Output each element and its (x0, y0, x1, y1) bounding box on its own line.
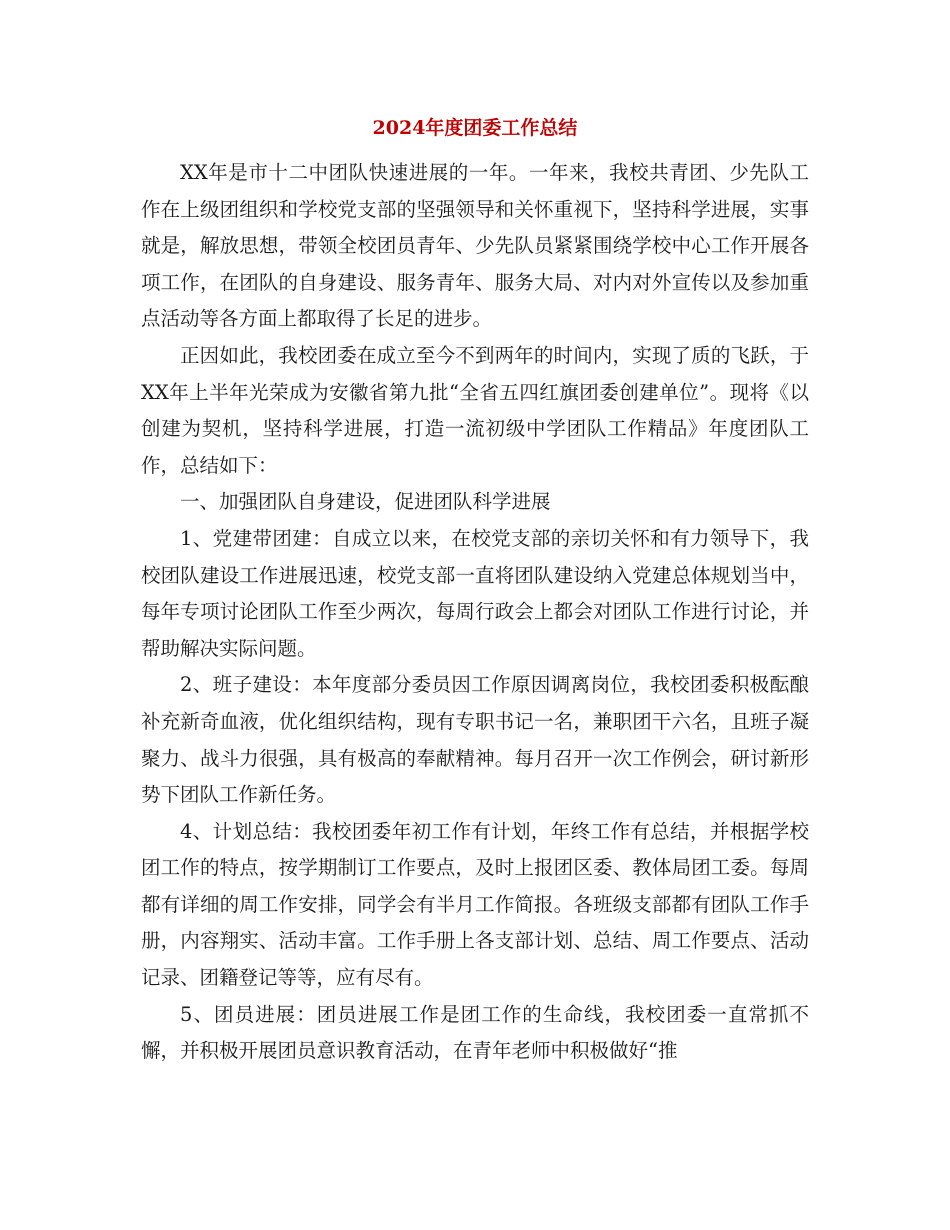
paragraph-intro: XX年是市十二中团队快速进展的一年。一年来，我校共青团、少先队工作在上级团组织和学校党支部的坚强领导和关怀重视下，坚持科学进展，实事就是，解放思想，带领全校团员青年、少先队员紧紧围绕学校中心工作开展各项工作，在团队的自身建设、服务青年、服务大局、对内对外宣传以及参加重点活动等各方面上都取得了长足的进步。 (141, 161, 809, 331)
paragraph-member-development: 5、团员进展：团员进展工作是团工作的生命线，我校团委一直常抓不懈，并积极开展团员意识教育活动，在青年老师中积极做好“推 (141, 1002, 809, 1063)
section-heading-1: 一、加强团队自身建设，促进团队科学进展 (180, 490, 551, 514)
paragraph-party-building: 1、党建带团建：自成立以来，在校党支部的亲切关怀和有力领导下，我校团队建设工作进展迅速，校党支部一直将团队建设纳入党建总体规划当中，每年专项讨论团队工作至少两次，每周行政会上都会对团队工作进行讨论，并帮助解决实际问题。 (141, 526, 809, 660)
document-title: 2024年度团委工作总结 (372, 117, 578, 139)
paragraph-achievement: 正因如此，我校团委在成立至今不到两年的时间内，实现了质的飞跃，于XX年上半年光荣成为安徽省第九批“全省五四红旗团委创建单位”。现将《以创建为契机，坚持科学进展，打造一流初级中学团队工作精品》年度团队工作，总结如下： (141, 343, 809, 477)
paragraph-team-building: 2、班子建设：本年度部分委员因工作原因调离岗位，我校团委积极酝酿补充新奇血液，优化组织结构，现有专职书记一名，兼职团干六名，且班子凝聚力、战斗力很强，具有极高的奉献精神。每月召开一次工作例会，研讨新形势下团队工作新任务。 (141, 673, 809, 807)
document-body (141, 155, 809, 1070)
paragraph-plan-summary: 4、计划总结：我校团委年初工作有计划，年终工作有总结，并根据学校团工作的特点，按学期制订工作要点，及时上报团区委、教体局团工委。每周都有详细的周工作安排，同学会有半月工作简报。各班级支部都有团队工作手册，内容翔实、活动丰富。工作手册上各支部计划、总结、周工作要点、活动记录、团籍登记等等，应有尽有。 (141, 819, 809, 990)
